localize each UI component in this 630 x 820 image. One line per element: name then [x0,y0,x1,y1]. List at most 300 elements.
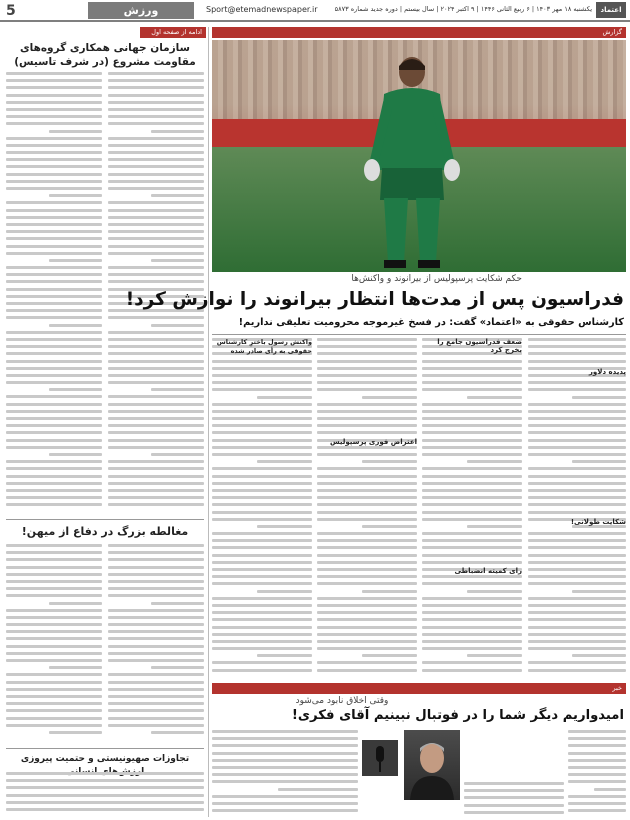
text-line [6,223,102,226]
text-line [6,108,102,111]
text-line [212,403,312,406]
text-line [6,367,102,370]
text-line [317,410,417,413]
continued-bar: ادامه از صفحه اول [140,27,206,38]
text-line [528,431,626,434]
text-line [422,431,522,434]
text-line [151,453,204,456]
text-line [108,544,204,547]
article1-title: سازمان جهانی همکاری گروه‌های مقاومت مشروع (در شرف تاسیس) [14,42,196,68]
text-line [528,511,626,514]
text-line [6,616,102,619]
text-line [6,695,102,698]
text-line [212,482,312,485]
text-line [108,630,204,633]
text-line [528,597,626,600]
text-line [212,467,312,470]
text-line [212,532,312,535]
text-line [422,446,522,449]
text-line [108,367,204,370]
text-line [212,582,312,585]
main-text-col3 [317,338,417,680]
report-bar: گزارش [212,27,626,38]
text-line [212,618,312,621]
text-line [212,633,312,636]
text-line [151,130,204,133]
text-line [317,633,417,636]
text-line [568,802,626,805]
text-line [422,503,522,506]
text-line [528,482,626,485]
text-line [212,539,312,542]
text-line [49,194,102,197]
text-line [422,518,522,521]
text-line [151,731,204,734]
article2-text-col2 [108,544,204,744]
text-line [528,475,626,478]
text-line [151,666,204,669]
text-line [6,187,102,190]
text-line [108,652,204,655]
text-line [108,158,204,161]
text-line [467,460,522,463]
text-line [317,489,417,492]
text-line [362,590,417,593]
text-line [528,489,626,492]
text-line [108,551,204,554]
text-line [6,280,102,283]
subhead-1: پدیده دلاور [588,368,626,376]
text-line [362,460,417,463]
bottom-text-col2 [464,782,564,818]
text-line [108,659,204,662]
text-line [6,209,102,212]
text-line [317,518,417,521]
text-line [422,597,522,600]
text-line [528,604,626,607]
text-line [212,511,312,514]
text-line [317,647,417,650]
text-line [212,809,358,812]
text-line [528,345,626,348]
text-line [422,467,522,470]
text-line [6,482,102,485]
text-line [6,94,102,97]
microphone-icon [362,740,398,776]
text-line [6,801,204,804]
text-line [212,661,312,664]
text-line [6,431,102,434]
text-line [6,316,102,319]
text-line [568,737,626,740]
text-line [108,587,204,590]
text-line [6,688,102,691]
text-line [6,623,102,626]
text-line [317,511,417,514]
text-line [212,496,312,499]
text-line [212,802,358,805]
text-line [6,216,102,219]
text-line [6,288,102,291]
text-line [568,809,626,812]
text-line [572,396,626,399]
news-bar: خبر [212,683,626,694]
text-line [6,460,102,463]
text-line [317,561,417,564]
text-line [317,446,417,449]
text-line [317,575,417,578]
text-line [317,496,417,499]
text-line [257,396,312,399]
text-line [317,640,417,643]
text-line [422,496,522,499]
text-line [108,496,204,499]
text-line [108,115,204,118]
text-line [422,439,522,442]
text-line [108,237,204,240]
text-line [108,594,204,597]
text-line [108,645,204,648]
text-line [6,360,102,363]
text-line [528,561,626,564]
text-line [212,669,312,672]
text-line [528,582,626,585]
text-line [594,788,626,791]
text-line [6,496,102,499]
section-email[interactable]: Sport@etemadnewspaper.ir [206,5,318,14]
text-line [528,669,626,672]
text-line [317,374,417,377]
text-line [528,496,626,499]
text-line [6,446,102,449]
text-line [317,388,417,391]
text-line [6,115,102,118]
text-line [317,338,417,341]
text-line [108,623,204,626]
text-line [317,482,417,485]
text-line [108,201,204,204]
text-line [422,360,522,363]
text-line [151,602,204,605]
text-line [212,417,312,420]
text-line [6,772,204,775]
text-line [6,86,102,89]
text-line [422,618,522,621]
text-line [528,338,626,341]
subhead-6: رای کمیته انضباطی [454,567,522,575]
text-line [257,590,312,593]
text-line [108,431,204,434]
text-line [422,546,522,549]
text-line [6,237,102,240]
text-line [528,417,626,420]
text-line [49,388,102,391]
text-line [6,439,102,442]
text-line [151,194,204,197]
bottom-text-col3 [212,730,358,818]
text-line [212,554,312,557]
text-line [6,503,102,506]
text-line [422,388,522,391]
text-line [6,295,102,298]
subhead-4: واکنش رسول باخترِ کارشناس حقوقی به رأی صادر شده [216,338,312,355]
text-line [108,173,204,176]
text-line [108,94,204,97]
text-line [212,546,312,549]
text-line [212,360,312,363]
text-line [108,417,204,420]
text-line [212,518,312,521]
text-line [6,709,102,712]
text-line [108,273,204,276]
text-line [212,752,358,755]
text-line [108,503,204,506]
text-line [108,352,204,355]
text-line [212,575,312,578]
text-line [6,594,102,597]
text-line [108,717,204,720]
text-line [108,280,204,283]
text-line [6,309,102,312]
text-line [6,580,102,583]
text-line [108,724,204,727]
text-line [6,645,102,648]
text-line [317,669,417,672]
text-line [6,573,102,576]
text-line [108,72,204,75]
text-line [317,467,417,470]
text-line [257,525,312,528]
text-line [572,654,626,657]
text-line [422,424,522,427]
text-line [464,789,564,792]
person-photo [404,730,460,800]
text-line [528,467,626,470]
text-line [528,611,626,614]
text-line [6,717,102,720]
text-line [257,460,312,463]
text-line [528,360,626,363]
text-line [108,86,204,89]
main-text-col4 [212,338,312,680]
subhead-2: شکایت طولانی! [570,518,626,526]
text-line [6,144,102,147]
text-line [568,795,626,798]
text-line [108,616,204,619]
text-line [467,525,522,528]
text-line [317,582,417,585]
text-line [49,666,102,669]
text-line [6,630,102,633]
text-line [6,724,102,727]
text-line [108,101,204,104]
text-line [422,561,522,564]
text-line [108,709,204,712]
text-line [108,381,204,384]
text-line [317,597,417,600]
text-line [528,532,626,535]
text-line [528,352,626,355]
text-line [108,230,204,233]
text-line [422,554,522,557]
text-line [6,587,102,590]
text-line [108,345,204,348]
text-line [49,731,102,734]
text-line [212,795,358,798]
goalkeeper-photo [212,40,626,272]
text-line [464,796,564,799]
text-line [317,403,417,406]
text-line [108,439,204,442]
text-line [6,165,102,168]
text-line [422,611,522,614]
text-line [212,475,312,478]
text-line [317,360,417,363]
text-line [528,439,626,442]
article2-text-col1 [6,544,102,744]
text-line [464,804,564,807]
text-line [422,417,522,420]
text-line [108,410,204,413]
text-line [317,618,417,621]
text-line [6,381,102,384]
text-line [6,786,204,789]
text-line [212,766,358,769]
text-line [108,446,204,449]
text-line [422,633,522,636]
text-line [317,345,417,348]
section-label: ورزش [88,2,194,19]
text-line [108,245,204,248]
text-line [528,453,626,456]
text-line [108,108,204,111]
bottom-headline: امیدواریم دیگر شما را در فوتبال نبینیم آقای فکری! [291,708,624,723]
person-figure [404,730,460,800]
text-line [422,669,522,672]
text-line [212,453,312,456]
text-line [317,475,417,478]
text-line [108,266,204,269]
text-line [6,808,204,811]
text-line [212,626,312,629]
text-line [212,424,312,427]
text-line [151,324,204,327]
text-line [108,702,204,705]
text-line [528,554,626,557]
text-line [528,403,626,406]
text-line [317,626,417,629]
text-line [212,561,312,564]
text-line [528,568,626,571]
text-line [212,489,312,492]
text-line [108,209,204,212]
text-line [108,395,204,398]
text-line [6,252,102,255]
text-line [108,137,204,140]
subhead-5: اعتراض فوری پرسپولیس [330,438,417,446]
text-line [108,316,204,319]
text-line [212,773,358,776]
text-line [212,446,312,449]
text-line [6,79,102,82]
text-line [317,431,417,434]
text-line [108,79,204,82]
text-line [317,604,417,607]
text-line [6,201,102,204]
page-header [0,0,630,22]
text-line [49,130,102,133]
text-line [422,381,522,384]
divider [212,334,626,335]
text-line [6,410,102,413]
text-line [108,187,204,190]
bottom-text-col1 [568,730,626,818]
text-line [6,702,102,705]
text-line [108,360,204,363]
text-line [422,511,522,514]
text-line [108,424,204,427]
text-line [528,503,626,506]
text-line [422,367,522,370]
text-line [6,331,102,334]
text-line [108,573,204,576]
text-line [422,582,522,585]
text-line [108,482,204,485]
text-line [6,302,102,305]
text-line [422,539,522,542]
text-line [108,566,204,569]
text-line [568,780,626,783]
text-line [6,794,204,797]
text-line [317,661,417,664]
page-number: 5 [6,3,16,19]
text-line [151,388,204,391]
text-line [6,681,102,684]
text-line [467,396,522,399]
text-line [568,744,626,747]
text-line [6,566,102,569]
text-line [6,403,102,406]
text-line [572,460,626,463]
text-line [212,604,312,607]
text-line [108,216,204,219]
text-line [6,374,102,377]
text-line [212,647,312,650]
text-line [108,122,204,125]
text-line [528,575,626,578]
text-line [108,609,204,612]
text-line [108,144,204,147]
text-line [108,180,204,183]
text-line [151,259,204,262]
text-line [6,395,102,398]
text-line [6,245,102,248]
text-line [422,403,522,406]
main-text-col2 [422,338,522,680]
text-line [568,759,626,762]
text-line [528,539,626,542]
text-line [528,424,626,427]
bottom-kicker: وقتی اخلاق نابود می‌شود [295,696,389,706]
article3-text [6,772,204,816]
main-text-col1 [528,338,626,680]
text-line [6,652,102,655]
text-line [108,403,204,406]
text-line [108,580,204,583]
text-line [528,388,626,391]
text-line [528,618,626,621]
text-line [422,640,522,643]
